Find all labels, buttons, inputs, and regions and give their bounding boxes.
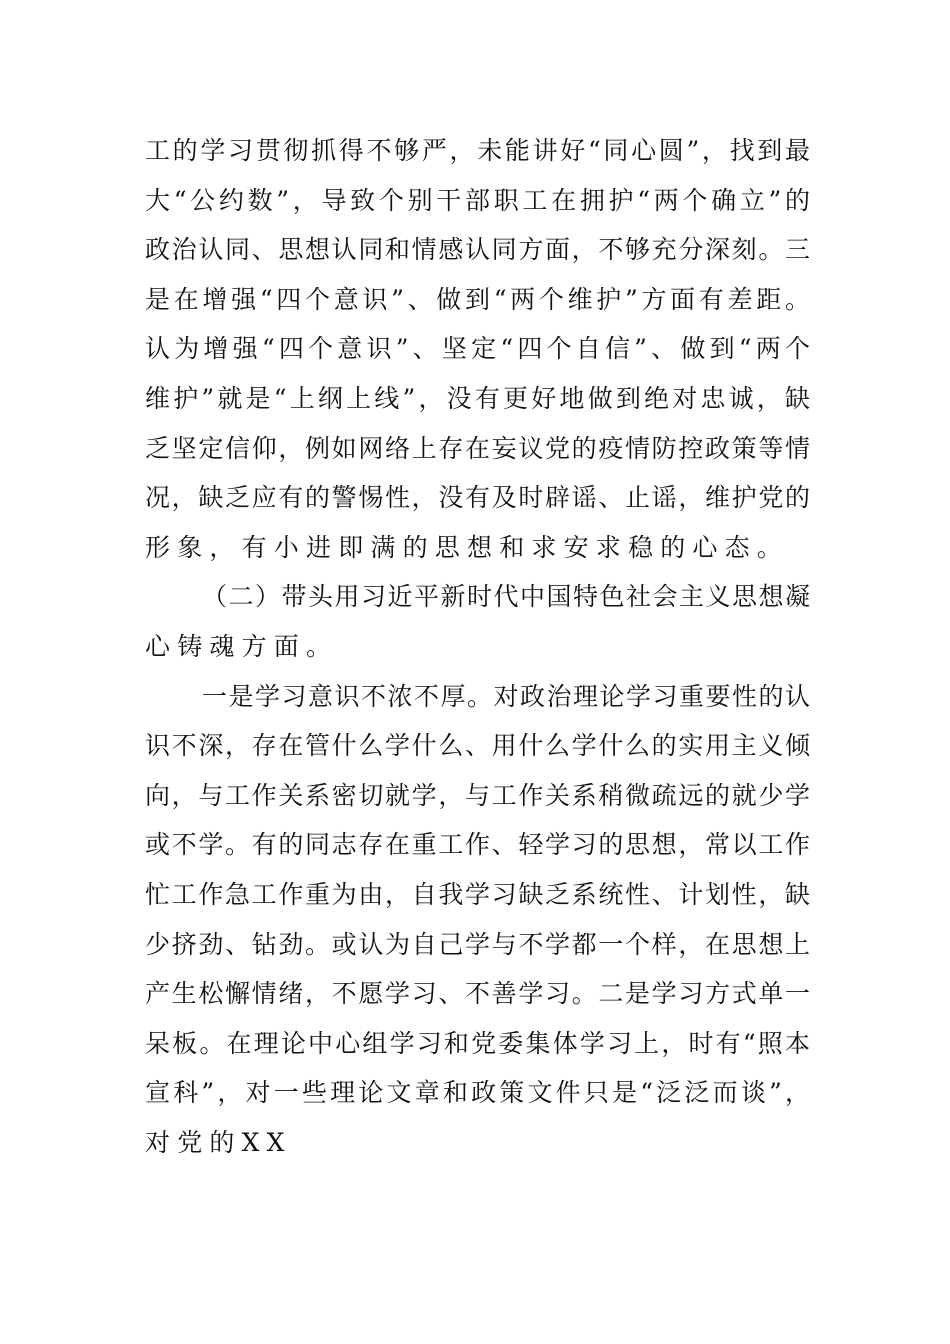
body-line-13: 识不深，存在管什么学什么、用什么学什么的实用主义倾 — [145, 731, 810, 761]
body-line-9: 形象，有小进即满的思想和求安求稳的心态。 — [145, 532, 790, 562]
body-line-5: 认为增强“四个意识”、坚定“四个自信”、做到“两个 — [145, 334, 810, 364]
body-line-15: 或不学。有的同志存在重工作、轻学习的思想，常以工作 — [145, 830, 810, 860]
body-line-6: 维护”就是“上纲上线”，没有更好地做到绝对忠诚，缺 — [145, 383, 810, 413]
body-line-8: 况，缺乏应有的警惕性，没有及时辟谣、止谣，维护党的 — [145, 483, 810, 513]
body-line-18: 产生松懈情绪，不愿学习、不善学习。二是学习方式单一 — [145, 979, 810, 1009]
body-line-20: 宣科”，对一些理论文章和政策文件只是“泛泛而谈”， — [145, 1078, 810, 1108]
document-body — [145, 126, 810, 1167]
section-heading-line-1: （二）带头用习近平新时代中国特色社会主义思想凝 — [202, 582, 810, 612]
body-line-17: 少挤劲、钻劲。或认为自己学与不学都一个样，在思想上 — [145, 929, 810, 959]
body-line-4: 是在增强“四个意识”、做到“两个维护”方面有差距。 — [145, 284, 810, 314]
body-line-12: 一是学习意识不浓不厚。对政治理论学习重要性的认 — [202, 681, 810, 711]
section-heading-line-2: 心铸魂方面。 — [145, 631, 339, 661]
body-line-14: 向，与工作关系密切就学，与工作关系稍微疏远的就少学 — [145, 780, 810, 810]
body-line-3: 政治认同、思想认同和情感认同方面，不够充分深刻。三 — [145, 235, 810, 265]
body-line-7: 乏坚定信仰，例如网络上存在妄议党的疫情防控政策等情 — [145, 433, 810, 463]
body-line-19: 呆板。在理论中心组学习和党委集体学习上，时有“照本 — [145, 1028, 810, 1058]
body-line-2: 大“公约数”，导致个别干部职工在拥护“两个确立”的 — [145, 185, 810, 215]
body-line-21: 对党的XX — [145, 1127, 292, 1157]
body-line-16: 忙工作急工作重为由，自我学习缺乏系统性、计划性，缺 — [145, 879, 810, 909]
body-line-1: 工的学习贯彻抓得不够严，未能讲好“同心圆”，找到最 — [145, 136, 810, 165]
